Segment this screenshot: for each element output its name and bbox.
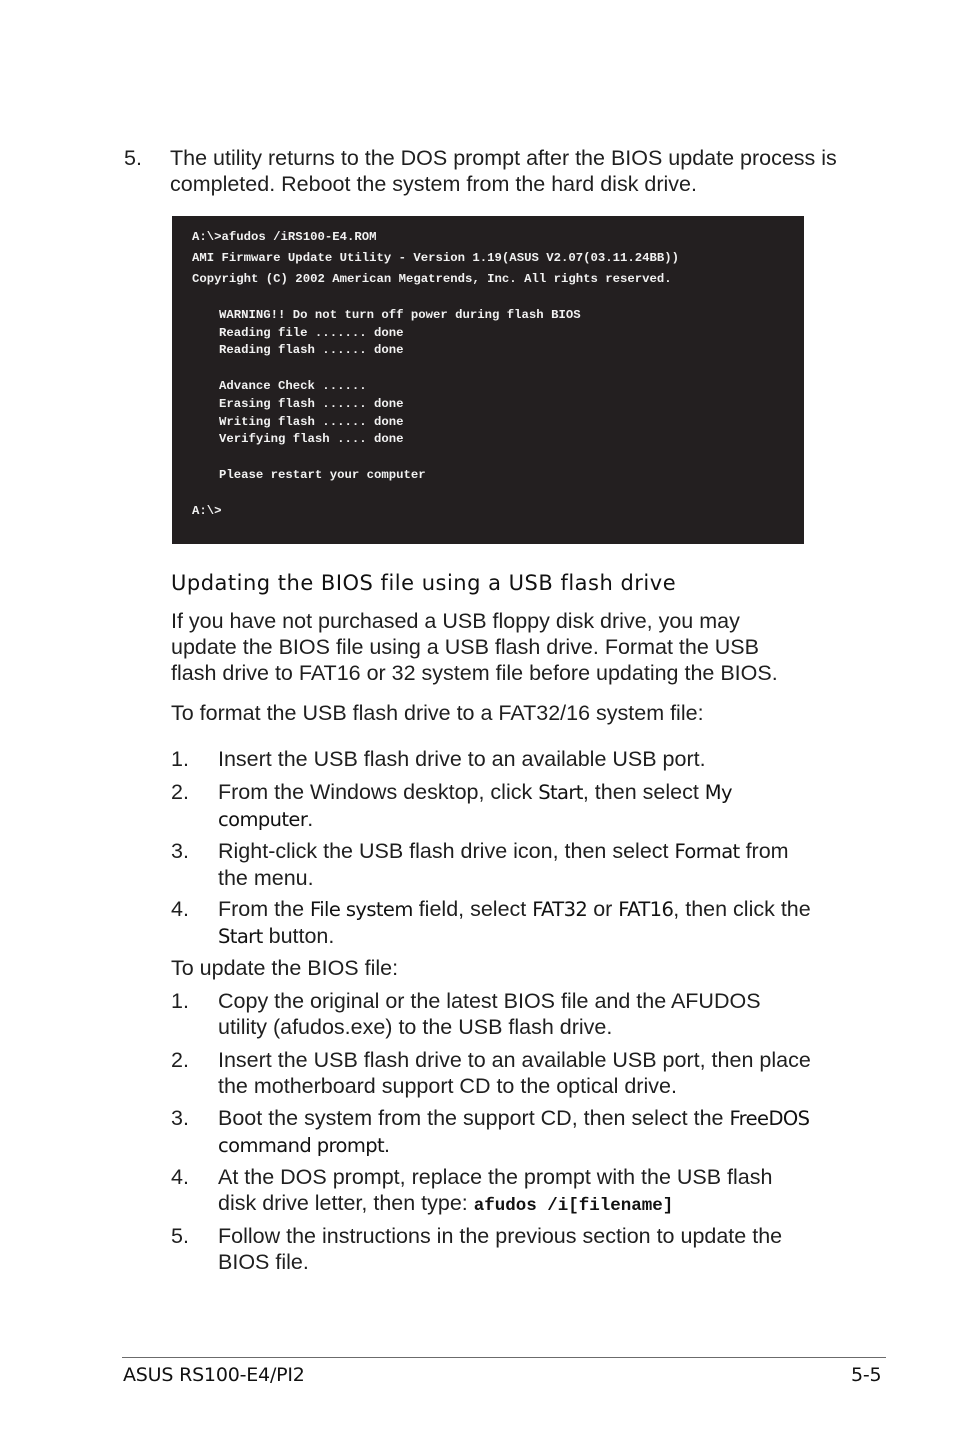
dos-terminal-output	[172, 216, 804, 544]
update-step-4	[171, 1164, 791, 1219]
intro-paragraph: If you have not purchased a USB floppy disk drive, you may update the BIOS file using a USB flash drive. Format the USB flash drive to FAT16 or 32 system file before updating the BIOS.	[171, 609, 778, 685]
terminal-line: Reading file ....... done	[219, 326, 404, 340]
format-command-label: Format	[674, 840, 740, 863]
footer-divider	[122, 1357, 886, 1358]
fat16-option-label: FAT16	[618, 898, 674, 921]
step-number: 1.	[171, 747, 189, 771]
terminal-line: Reading flash ...... done	[219, 343, 404, 357]
update-step-1	[171, 988, 811, 1040]
step-number: 2.	[171, 1048, 189, 1072]
terminal-line: Erasing flash ...... done	[219, 397, 404, 411]
step-text: Right-click the USB flash drive icon, then select Format from the menu.	[218, 839, 789, 890]
freedos-prompt-label: FreeDOS command prompt	[218, 1107, 810, 1157]
update-step-3	[171, 1105, 811, 1159]
step-number: 5.	[171, 1224, 189, 1248]
format-step-2	[171, 779, 791, 833]
footer-page-number: 5-5	[851, 1364, 882, 1386]
terminal-line: Copyright (C) 2002 American Megatrends, Inc. All rights reserved.	[192, 272, 672, 286]
start-menu-label: Start	[538, 781, 583, 804]
step-text: From the File system field, select FAT32 or FAT16, then click the Start button.	[218, 897, 811, 948]
step-text: Insert the USB flash drive to an available USB port, then place the motherboard support CD to the optical drive.	[218, 1048, 811, 1098]
step-text: Insert the USB flash drive to an available USB port.	[218, 747, 706, 771]
my-computer-label: My computer	[218, 781, 732, 831]
step-text: From the Windows desktop, click Start, then select My computer.	[218, 780, 732, 831]
terminal-line: AMI Firmware Update Utility - Version 1.19(ASUS V2.07(03.11.24BB))	[192, 251, 680, 265]
update-step-5	[171, 1223, 811, 1275]
terminal-line: A:\>afudos /iRS100-E4.ROM	[192, 230, 377, 244]
step-number: 5.	[124, 146, 142, 170]
step-number: 2.	[171, 780, 189, 804]
step-text: At the DOS prompt, replace the prompt with the USB flash disk drive letter, then type: afudos /i[filename]	[218, 1165, 773, 1216]
file-system-field-label: File system	[310, 898, 413, 921]
format-step-3	[171, 838, 811, 891]
terminal-line: A:\>	[192, 504, 222, 518]
footer-model-name: ASUS RS100-E4/PI2	[123, 1364, 305, 1386]
step-5-bios-update-complete	[124, 145, 844, 197]
format-instructions-lead: To format the USB flash drive to a FAT32/16 system file:	[171, 701, 704, 725]
start-button-label: Start	[218, 925, 263, 948]
format-step-1	[171, 746, 811, 772]
update-step-2	[171, 1047, 811, 1099]
terminal-line: Verifying flash .... done	[219, 432, 404, 446]
step-text: Follow the instructions in the previous section to update the BIOS file.	[218, 1224, 783, 1274]
terminal-line: Please restart your computer	[219, 468, 426, 482]
step-number: 4.	[171, 1165, 189, 1189]
section-heading: Updating the BIOS file using a USB flash drive	[171, 571, 677, 595]
step-number: 4.	[171, 897, 189, 921]
fat32-option-label: FAT32	[532, 898, 588, 921]
terminal-line: WARNING!! Do not turn off power during flash BIOS	[219, 308, 581, 322]
afudos-command: afudos /i[filename]	[473, 1196, 674, 1216]
step-text: Boot the system from the support CD, then select the FreeDOS command prompt.	[218, 1106, 810, 1157]
update-instructions-lead: To update the BIOS file:	[171, 956, 399, 980]
step-number: 3.	[171, 839, 189, 863]
step-number: 1.	[171, 989, 189, 1013]
step-number: 3.	[171, 1106, 189, 1130]
terminal-line: Writing flash ...... done	[219, 415, 404, 429]
format-step-4	[171, 896, 811, 950]
step-text: The utility returns to the DOS prompt after the BIOS update process is completed. Reboot the system from the hard disk drive.	[170, 146, 837, 196]
step-text: Copy the original or the latest BIOS file and the AFUDOS utility (afudos.exe) to the USB flash drive.	[218, 989, 761, 1039]
terminal-line: Advance Check ......	[219, 379, 367, 393]
